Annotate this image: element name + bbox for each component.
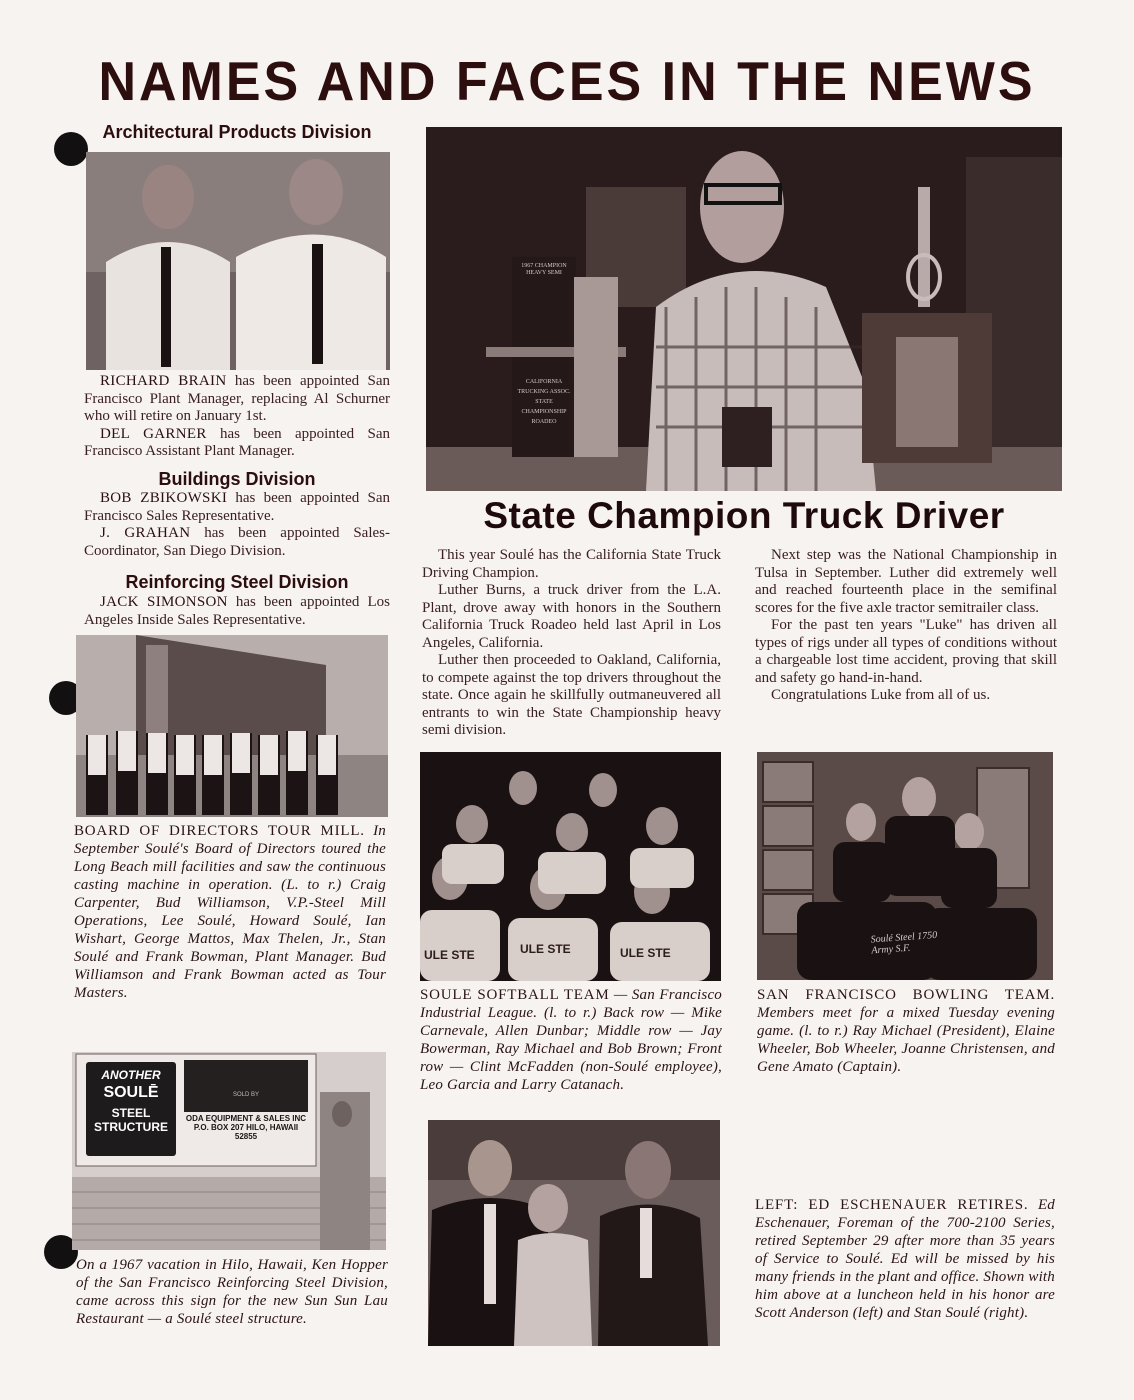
feature-paragraph: Luther Burns, a truck driver from the L.A. Plant, drove away with honors in the Southern California Truck Roadeo held last April in Los Angeles, California. xyxy=(422,582,721,651)
photo-truck-driver-trophies xyxy=(426,127,1062,491)
photo-board-tour xyxy=(76,635,388,817)
softball-caption: SOULE SOFTBALL TEAM — San Francisco Industrial League. (l. to r.) Back row — Mike Carnevale, Allen Dunbar; Middle row — Jay Bowerman, Ray Michael and Bob Brown; Front row — Clint McFadden (non-Soulé employee), Leo Garcia and Larry Catanach. xyxy=(420,987,722,1093)
appointment-item: RICHARD BRAIN has been appointed San Francisco Plant Manager, replacing Al Schurner who will retire on January 1st. xyxy=(84,373,390,424)
photo-softball-team xyxy=(420,752,721,981)
feature-paragraph: Congratulations Luke from all of us. xyxy=(771,687,991,703)
section-heading-architectural: Architectural Products Division xyxy=(102,122,372,142)
photo-two-managers xyxy=(86,152,390,370)
bowling-caption: SAN FRANCISCO BOWLING TEAM. Members meet for a mixed Tuesday evening game. (l. to r.) Ray Michael (President), Elaine Wheeler, Bob Wheeler, Joanne Christensen, and Gene Amato (Captain). xyxy=(757,987,1055,1075)
reinforcing-appointments xyxy=(84,594,390,629)
board-tour-caption: BOARD OF DIRECTORS TOUR MILL. In September Soulé's Board of Directors toured the Long Beach mill facilities and saw the continuous casting machine in operation. (L. to r.) Craig Carpenter, Bud Williamson, V.P.-Steel Mill Operations, Lee Soulé, Howard Soulé, Ian Wishart, George Mattos, Max Thelen, Jr., Stan Soulé and Frank Bowman, Plant Manager. Bud Williamson and Frank Bowman acted as Tour Masters. xyxy=(74,823,386,1001)
photo-retirement-luncheon xyxy=(428,1120,720,1346)
section-heading-reinforcing: Reinforcing Steel Division xyxy=(125,572,349,592)
appointment-item: J. GRAHAN has been appointed Sales-Coordinator, San Diego Division. xyxy=(84,525,390,559)
architectural-appointments xyxy=(84,373,390,461)
bowling-shirt-lettering: Soulé Steel 1750 Army S.F. xyxy=(870,929,938,957)
trophy-plaque-middle: CALIFORNIA TRUCKING ASSOC. STATE CHAMPIONSHIP ROADEO xyxy=(517,379,571,425)
feature-paragraph: Luther then proceeded to Oakland, California, to compete against the top drivers throughout the state. Once again he skillfully outmaneuvered all entrants to win the State Championship heavy semi division. xyxy=(422,652,721,738)
sign-sold-by: SOLD BY xyxy=(232,1092,260,1098)
photo-hilo-sign xyxy=(72,1052,386,1250)
hilo-caption: On a 1967 vacation in Hilo, Hawaii, Ken Hopper of the San Francisco Reinforcing Steel Division, came across this sign for the new Sun Sun Lau Restaurant — a Soulé steel structure. xyxy=(76,1257,388,1327)
feature-paragraph: Next step was the National Championship in Tulsa in September. Luther did extremely well and reached fourteenth place in the semifinal scores for the five axle tractor semitrailer class. xyxy=(755,547,1057,616)
buildings-appointments xyxy=(84,490,390,560)
trophy-plaque-top: 1967 CHAMPION HEAVY SEMI xyxy=(521,263,567,276)
feature-headline: State Champion Truck Driver xyxy=(483,495,1005,536)
page-title: NAMES AND FACES IN THE NEWS xyxy=(98,51,1036,113)
retirement-caption: LEFT: ED ESCHENAUER RETIRES. Ed Eschenauer, Foreman of the 700-2100 Series, retired September 29 after more than 35 years of Service to Soulé. Ed will be missed by his many friends in the plant and office. Shown with him above at a luncheon held in his honor are Scott Anderson (left) and Stan Soulé (right). xyxy=(755,1197,1056,1321)
feature-column-1 xyxy=(422,547,721,740)
appointment-item: JACK SIMONSON has been appointed Los Angeles Inside Sales Representative. xyxy=(84,594,390,628)
jersey-lettering: ULE STE xyxy=(620,946,671,960)
section-heading-buildings: Buildings Division xyxy=(158,469,316,489)
feature-paragraph: This year Soulé has the California State Truck Driving Champion. xyxy=(422,547,721,581)
jersey-lettering: ULE STE xyxy=(424,948,475,962)
jersey-lettering: ULE STE xyxy=(520,942,571,956)
feature-column-2 xyxy=(755,547,1057,705)
feature-paragraph: For the past ten years "Luke" has driven all types of rigs under all types of conditions without a chargeable lost time accident, proving that skill and safety go hand-in-hand. xyxy=(755,617,1057,686)
photo-bowling-team xyxy=(757,752,1053,980)
sign-dealer-block: ODA EQUIPMENT & SALES INC P.O. BOX 207 HILO, HAWAII 52855 xyxy=(185,1114,307,1141)
appointment-item: DEL GARNER has been appointed San Francisco Assistant Plant Manager. xyxy=(84,425,390,459)
appointment-item: BOB ZBIKOWSKI has been appointed San Francisco Sales Representative. xyxy=(84,490,390,524)
sign-panel: ANOTHER SOULĒ STEEL STRUCTURE xyxy=(86,1062,176,1156)
